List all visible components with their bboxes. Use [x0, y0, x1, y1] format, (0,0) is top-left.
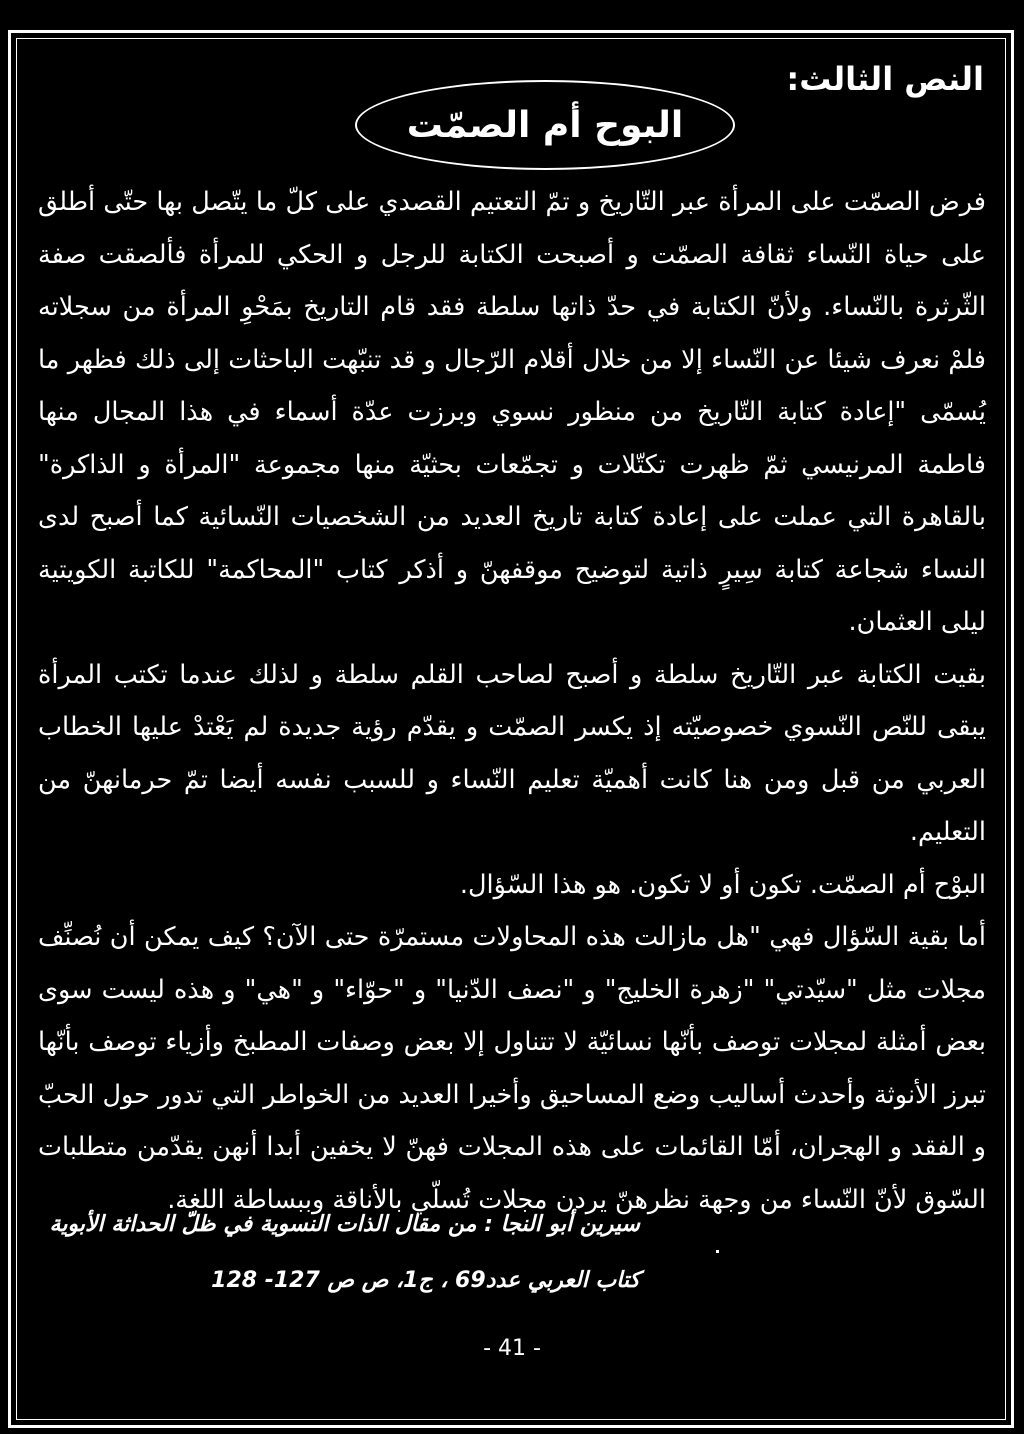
page-number: - 41 - — [483, 1336, 541, 1361]
title-oval — [355, 80, 735, 170]
stray-dot — [716, 1250, 719, 1253]
paragraph-3: البوْح أم الصمّت. تكون أو لا تكون. هو هذا السّؤال. — [459, 869, 986, 900]
section-label: النص الثالث: — [786, 60, 984, 98]
source-line-2: كتاب العربي عدد69 ، ج1، ص ص 127- 128 — [211, 1268, 640, 1293]
paragraph-1: فرض الصمّت على المرأة عبر التّاريخ و تمّ التعتيم القصدي على كلّ ما يتّصل بها حتّى أطلق على حياة النّساء ثقافة الصمّت و أصبحت الكتابة للرجل و الحكي للمرأة فألصقت صفة الثّرثرة بالنّساء. ولأنّ الكتابة في حدّ ذاتها سلطة فقد قام التاريخ بمَحْوِ المرأة من سجلاته فلمْ نعرف شيئا عن النّساء إلا من خلال أقلام الرّجال و قد تنبّهت الباحثات إلى ذلك فظهر ما يُسمّى "إعادة كتابة التّاريخ من منظور نسوي وبرزت عدّة أسماء في هذا المجال منها فاطمة المرنيسي ثمّ ظهرت تكتّلات و تجمّعات بحثيّة منها مجموعة "المرأة و الذاكرة" بالقاهرة التي عملت على إعادة كتابة تاريخ العديد من الشخصيات النّسائية كما أصبح لدى النساء شجاعة كتابة سِيرٍ ذاتية لتوضيح موقفهنّ و أذكر كتاب "المحاكمة" للكاتبة الكويتية ليلى العثمان. — [38, 187, 986, 637]
paragraph-2: بقيت الكتابة عبر التّاريخ سلطة و أصبح لصاحب القلم سلطة و لذلك عندما تكتب المرأة يبقى للنّص النّسوي خصوصيّته إذ يكسر الصمّت و يقدّم رؤية جديدة لم يَعْتدْ عليها الخطاب العربي من قبل ومن هنا كانت أهميّة تعليم النّساء و للسبب نفسه أيضا تمّ حرمانهنّ من التعليم. — [38, 659, 986, 847]
page-title: البوح أم الصمّت — [406, 104, 684, 146]
body-text — [38, 176, 986, 1226]
source-line-1: سيرين أبو النجا : من مقال الذات النسوية في ظلّ الحداثة الأبوية — [49, 1212, 640, 1237]
paragraph-4: أما بقية السّؤال فهي "هل مازالت هذه المحاولات مستمرّة حتى الآن؟ كيف يمكن أن نُصنِّف مجلات مثل "سيّدتي" "زهرة الخليج" و "نصف الدّنيا" و "حوّاء" و "هي" و هذه ليست سوى بعض أمثلة لمجلات توصف بأنّها نسائيّة لا تتناول إلا بعض وصفات المطبخ وأزياء توصف بأنّها تبرز الأنوثة وأحدث أساليب وضع المساحيق وأخيرا العديد من الخواطر التي تدور حول الحبّ و الفقد و الهجران، أمّا القائمات على هذه المجلات فهنّ لا يخفين أبدا أنهن يقدّمن متطلبات السّوق لأنّ النّساء من وجهة نظرهنّ يردن مجلات تُسلّي بالأناقة وببساطة اللغة. — [38, 922, 986, 1215]
heading-row — [40, 60, 984, 170]
